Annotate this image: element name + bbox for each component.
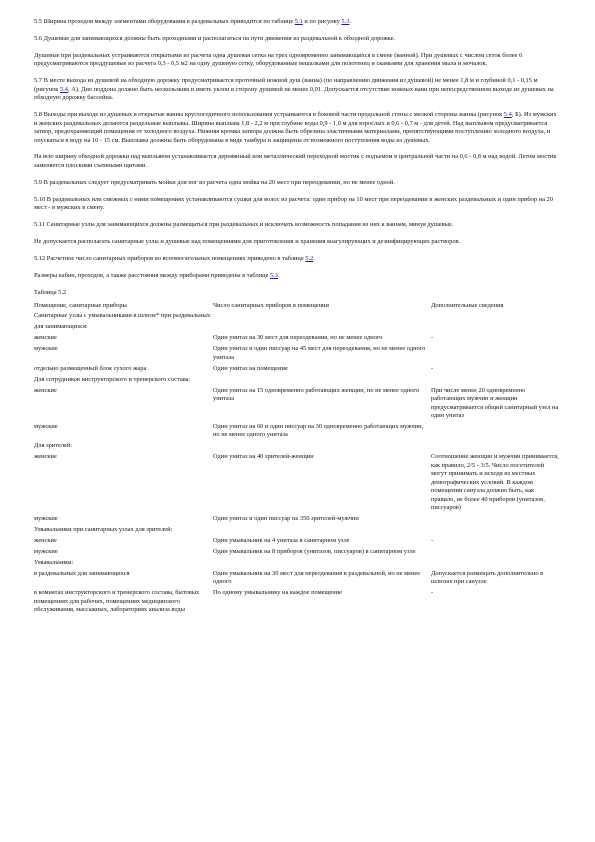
table-cell: При числе менее 20 одновременно работающих мужчин и женщин предусматривается общий санитарный узел на один унитаз	[431, 386, 559, 419]
table-cell: женские	[34, 386, 57, 394]
table-caption: Таблица 5.2	[34, 289, 67, 297]
table-cell: -	[431, 364, 434, 372]
table-cell: Один умывальник на 4 унитаза в санитарном узле	[213, 536, 350, 544]
table-row	[34, 345, 561, 364]
table-cell: мужские	[34, 514, 58, 522]
section-cell: Для сотрудников инструкторского и тренерского состава:	[34, 375, 191, 383]
table-cell: Один умывальник на 8 приборов (унитазов, писсуаров) в санитарном узле	[213, 547, 416, 555]
table-cell: Один унитаз на 60 и один писсуар на 30 одновременно работающих мужчин, но не менее одного унитаза	[213, 422, 424, 439]
table-cell: в раздевальных для занимающихся	[34, 569, 130, 577]
table-row	[34, 537, 561, 548]
table-section-row	[34, 376, 561, 387]
header-cell: Дополнительные сведения	[431, 301, 504, 309]
table-cell: мужские	[34, 345, 58, 353]
table-section-row	[34, 312, 561, 323]
table-section-row	[34, 559, 561, 570]
table-row	[34, 365, 561, 376]
table-cell: Один унитаз и один писсуар на 45 мест для переодевания, но не менее одного унитаза	[213, 345, 426, 361]
paragraph-bridge: На всю ширину обходной дорожки над выплывом устанавливается деревянный или металлический переходной мостик с подъемом в центральной части на 0,6 - 0,8 м над водой. Летом мостик заменяется плоскими съемными щитами.	[34, 153, 557, 169]
link-table-5-3[interactable]: 5.3	[269, 272, 278, 280]
header-cell: Помещение, санитарные приборы	[34, 301, 127, 309]
table-cell: Допускается размещать дополнительно в шлюзах при санузле	[431, 569, 544, 586]
section-cell: Умывальники:	[34, 558, 74, 566]
link-table-5-2[interactable]: 5.2	[305, 255, 314, 263]
table-cell: Один умывальник на 30 мест для переодевания в раздевальной, но не менее одного	[213, 569, 421, 586]
table-cell: женские	[34, 334, 57, 342]
table-row	[34, 515, 561, 526]
table-cell: мужские	[34, 422, 58, 430]
table-section-row	[34, 526, 561, 537]
table-cell	[431, 515, 561, 526]
table-cell: женские	[34, 536, 57, 544]
link-figure-5-4b[interactable]: 5.4	[503, 111, 512, 119]
paragraph-5-9: 5.9 В раздевальных следует предусматривать мойки для ног из расчета одна мойка на 20 мест при переодевании, но не менее одной.	[34, 178, 395, 186]
paragraph-5-10: 5.10 В раздевальных или смежных с ними помещениях устанавливаются сушки для волос из расчета: один прибор на 10 мест при переодевании в женских раздевальных и один прибор на 20 мест - в мужских в смену.	[34, 195, 553, 212]
table-cell: -	[431, 536, 434, 544]
table-row	[34, 548, 561, 559]
table-cell: Один унитаз на 40 зрителей-женщин	[213, 453, 314, 461]
table-cell	[431, 548, 561, 559]
table-row	[34, 453, 561, 515]
table-row	[34, 387, 561, 423]
paragraph-5-7: 5.7 В месте выхода из душевой на обходную дорожку предусматривается проточный ножной душ (ванна) (по направлению движения из душевой) не менее 1,8 м и глубиной 0,1 - 0,15 м (рисунок 5.4, А). Дно поддона должно быть нескользким и иметь уклон в сторону душевой не менее 0,01. Допускается отсутствие ножных ванн при непосредственном выходе из душевых на обходную дорожку бассейна.	[34, 77, 554, 102]
paragraph-5-5: 5.5 Ширина проходов между элементами оборудования в раздевальных приводится по таблице 5.1 и по рисунку 5.3.	[34, 18, 352, 25]
table-row	[34, 570, 561, 589]
table-cell: мужские	[34, 547, 58, 555]
table-cell: отдельно размещенный блок сухого жара	[34, 364, 147, 372]
paragraph-showers: Душевые при раздевальных устраиваются открытыми из расчета одна душевая сетка на трех одновременно занимающихся в смене (ванной). При душевых с числом сеток более 6 предусматриваются преддушевые из расчета 0,3 - 0,5 м2 на одну душевую сетку, оборудованные вешалками для полотенец и скамьями для хранения мыла и мочалок.	[34, 51, 523, 68]
paragraph-5-11: 5.11 Санитарные узлы для занимающихся должны размещаться при раздевальных и исключать возможность попадания из них к ваннам, минуя душевые.	[34, 221, 454, 229]
table-row	[34, 423, 561, 442]
table-cell: Один унитаз на 30 мест для переодевания, но не менее одного	[213, 334, 383, 342]
table-header-row	[34, 302, 561, 313]
paragraph-5-6: 5.6 Душевые для занимающихся должны быть проходными и располагаться на пути движения из раздевальной к обходной дорожке.	[34, 34, 396, 42]
table-section-row	[34, 323, 561, 334]
table-cell	[431, 345, 561, 364]
table-cell: Один унитаз на 15 одновременно работающих женщин, но не менее одного унитаза	[213, 386, 420, 403]
table-cell: По одному умывальнику на каждое помещение	[213, 589, 342, 597]
table-cell: Один унитаз на помещение	[213, 364, 288, 372]
link-figure-5-4[interactable]: 5.4	[60, 85, 69, 93]
header-cell: Число санитарных приборов в помещении	[213, 301, 329, 309]
paragraph-5-8: 5.8 Выходы при выходе из душевых в открытые ванны круглогодичного использования устраиваются в боковой части продольной стены с мелкой стороны ванны (рисунок 5.4, Б). Из мужских и женских раздевальных делаются раздельные выплывы. Ширина выплыва 1,8 - 2,2 м при глубине воды 0,9 - 1,0 м для взрослых и 0,6 - 0,7 м - для детей. Над выплывом предусматривается затвор, предохраняющий помещения от холодного воздуха. Нижняя кромка затвора должна быть обрезина эластичными материалами, препятствующими поступлению холодного воздуха, и опускаться в воду на 10 - 15 см. Выплывы должны быть оборудованы в виде тамбура и защищены от возможного поступления воды из душевых.	[34, 111, 557, 144]
table-row	[34, 589, 561, 617]
section-cell: для занимающихся:	[34, 323, 88, 331]
section-cell: Умывальники при санитарных узлах для зрителей:	[34, 525, 173, 533]
table-row	[34, 334, 561, 345]
link-figure-5-3[interactable]: 5.3	[341, 18, 350, 25]
table-section-row	[34, 442, 561, 453]
table-cell: -	[431, 589, 434, 597]
paragraph-sizes: Размеры кабин, проходов, а также расстояния между приборами приведены в таблице 5.3.	[34, 272, 280, 280]
table-cell: Один унитаз и один писсуар на 350 зрителей-мужчин	[213, 514, 359, 522]
table-cell: в комнатах инструкторского и тренерского состава, бытовых помещениях для рабочих, помещениях медицинского обслуживания, массажных, лабораториях анализа воды	[34, 589, 200, 614]
link-table-5-1[interactable]: 5.1	[294, 18, 303, 25]
table-cell: -	[431, 334, 434, 342]
table-cell	[431, 423, 561, 442]
table-cell: Соотношение женщин и мужчин принимается, как правило, 2/5 - 3/5. Число посетителей могут принимать и исходя из местных демографических условий. В каждом помещении санузла должно быть, как правило, не более 40 приборов (унитазов, писсуаров)	[431, 453, 559, 512]
section-cell: Санитарные узлы с умывальниками в шлюзе* при раздевальных:	[34, 312, 212, 320]
table-cell: женские	[34, 453, 57, 461]
paragraph-restriction: Не допускается располагать санитарные узлы и душевые над помещениями для приготовления и хранения коагулирующих и дезинфицирующих растворов.	[34, 238, 461, 246]
section-cell: Для зрителей:	[34, 442, 73, 450]
table-5-2	[34, 302, 561, 618]
paragraph-5-12: 5.12 Расчетное число санитарных приборов во вспомогательных помещениях приведено в таблице 5.2.	[34, 255, 315, 263]
